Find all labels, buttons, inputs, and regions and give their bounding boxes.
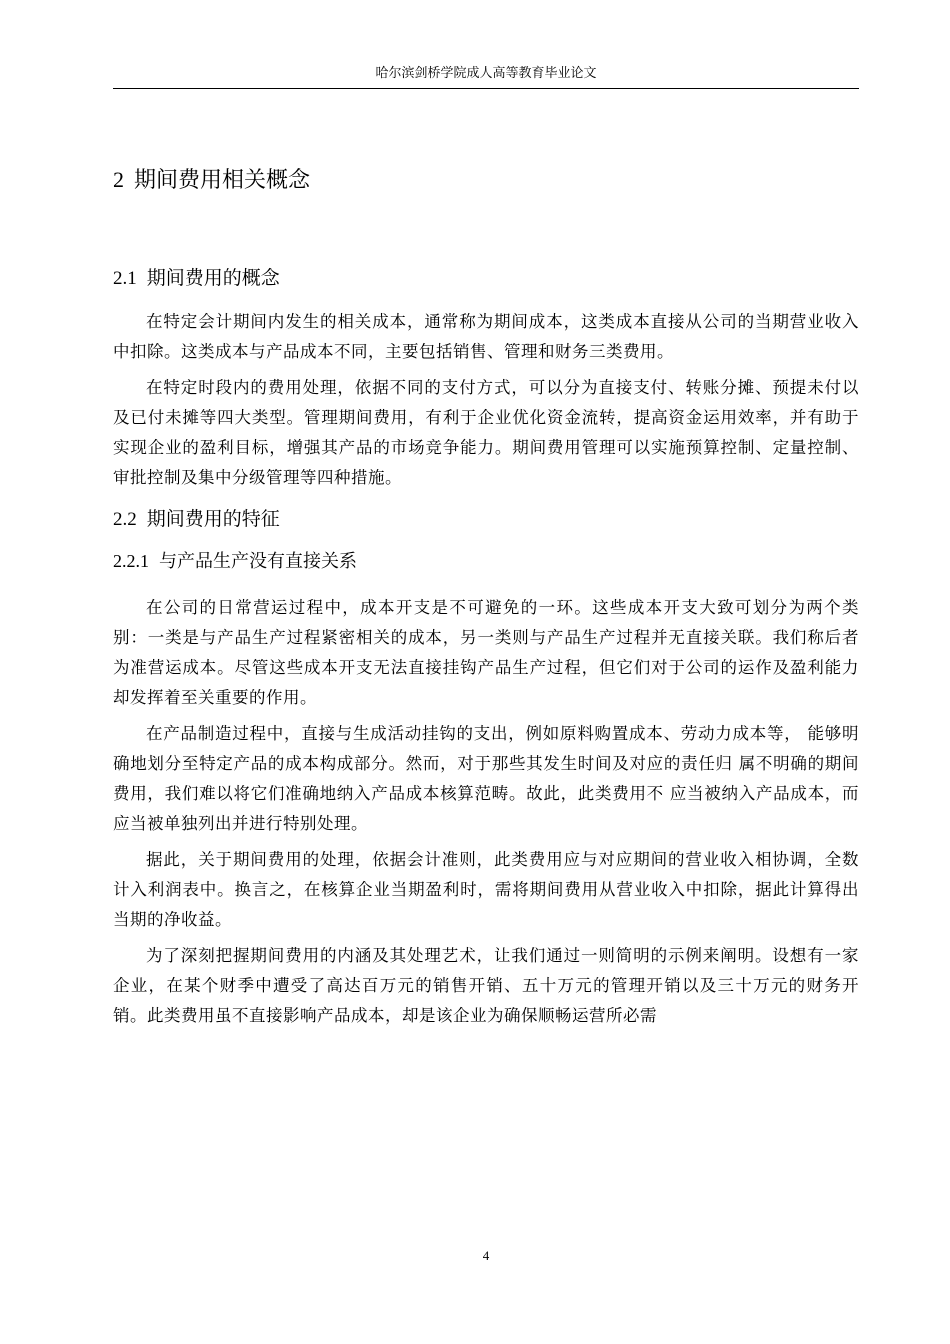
section-2-1-title: 期间费用的概念 — [146, 267, 280, 289]
section-2-1-number: 2.1 — [113, 268, 137, 289]
paragraph: 在特定时段内的费用处理，依据不同的支付方式，可以分为直接支付、转账分摊、预提未付以及已付未摊等四大类型。管理期间费用，有利于企业优化资金流转，提高资金运用效率，并有助于实现企业的盈利目标，增强其产品的市场竞争能力。期间费用管理可以实施预算控制、定量控制、审批控制及集中分级管理等四种措施。 — [113, 378, 859, 487]
section-2-2-1-title: 与产品生产没有直接关系 — [159, 551, 357, 572]
page-number: 4 — [482, 1248, 490, 1263]
section-2-2-1-heading — [113, 546, 859, 577]
paragraph: 在公司的日常营运过程中，成本开支是不可避免的一环。这些成本开支大致可划分为两个类别：一类是与产品生产过程紧密相关的成本，另一类则与产品生产过程并无直接关联。我们称后者为准营运成本。尽管这些成本开支无法直接挂钩产品生产过程，但它们对于公司的运作及盈利能力却发挥着至关重要的作用。 — [113, 598, 859, 707]
running-header: 哈尔滨剑桥学院成人高等教育毕业论文 — [375, 66, 597, 81]
paragraph: 在产品制造过程中，直接与生成活动挂钩的支出，例如原料购置成本、劳动力成本等， 能够明确地划分至特定产品的成本构成部分。然而，对于那些其发生时间及对应的责任归 属不明确的期间费用，我们难以将它们准确地纳入产品成本核算范畴。故此，此类费用不 应当被纳入产品成本，而应当被单独列出并进行特别处理。 — [113, 724, 859, 833]
chapter-number: 2 — [113, 167, 124, 192]
section-2-2-heading — [113, 503, 859, 536]
page-content — [113, 162, 859, 1037]
header-divider — [113, 88, 859, 89]
paragraph: 在特定会计期间内发生的相关成本，通常称为期间成本，这类成本直接从公司的当期营业收入中扣除。这类成本与产品成本不同，主要包括销售、管理和财务三类费用。 — [113, 312, 859, 361]
section-2-2-title: 期间费用的特征 — [146, 508, 280, 530]
chapter-heading — [113, 162, 859, 199]
section-2-1-heading — [113, 262, 859, 295]
chapter-title: 期间费用相关概念 — [134, 168, 311, 193]
paragraph: 为了深刻把握期间费用的内涵及其处理艺术，让我们通过一则简明的示例来阐明。设想有一家企业，在某个财季中遭受了高达百万元的销售开销、五十万元的管理开销以及三十万元的财务开销。此类费用虽不直接影响产品成本，却是该企业为确保顺畅运营所必需 — [113, 946, 859, 1025]
paragraph: 据此，关于期间费用的处理，依据会计准则，此类费用应与对应期间的营业收入相协调，全数计入利润表中。换言之，在核算企业当期盈利时，需将期间费用从营业收入中扣除，据此计算得出当期的净收益。 — [113, 850, 859, 929]
section-2-2-number: 2.2 — [113, 509, 137, 530]
section-2-2-1-number: 2.2.1 — [113, 551, 149, 571]
